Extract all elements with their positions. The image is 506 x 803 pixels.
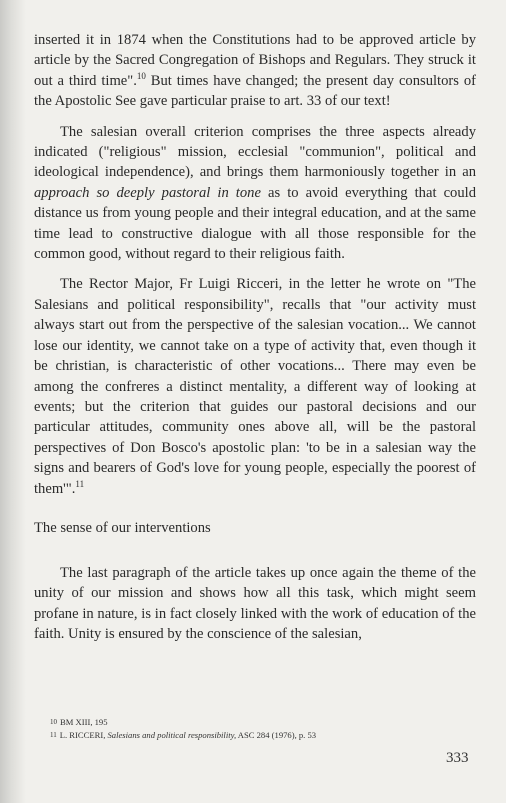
paragraph-2-text-end: as to avoid everything that could distance us from young people and their integral education, and at the same time lead to constructive dialogue with all those responsible for the common good, without regard to their religious faith. [34, 184, 476, 263]
paragraph-1-text: inserted it in 1874 when the Constitutions had to be approved article by article by the Sacred Congregation of Bishops and Regulars. They struck it out a third time". [34, 32, 476, 89]
paragraph-3-text: The Rector Major, Fr Luigi Ricceri, in the letter he wrote on "The Salesians and political responsibility", recalls that "our activity must always start out from the perspective of the salesian vocation... We cannot lose our identity, we cannot take on a type of activity that, even though it be christian, is characteristic of other vocations... There may even be among the confreres a distinct mentality, a different way of looking at events; but the criterion that guides our pastoral decisions and our particular attitudes, community ones above all, will be the pastoral perspectives of Don Bosco's apostolic plan: 'to be in a salesian way the signs and bearers of God's love for young people, especially the poorest of them'". [34, 276, 476, 497]
section-heading: The sense of our interventions [34, 520, 211, 536]
main-text [34, 30, 476, 499]
footnote-11-title: Salesians and political responsibility, [107, 730, 237, 740]
footnote-11 [50, 729, 470, 742]
footnote-10-text: BM XIII, 195 [60, 717, 108, 727]
page-number: 333 [446, 750, 469, 766]
binding-shadow [0, 0, 26, 803]
paragraph-3 [34, 274, 476, 498]
paragraph-1-text-end: But times have changed; the present day consultors of the Apostolic See gave particular praise to art. 33 of our text! [34, 72, 476, 110]
footnotes [50, 716, 470, 742]
footnote-ref-10: 10 [136, 70, 146, 81]
footnote-11-source: ASC 284 (1976), p. 53 [236, 730, 317, 740]
paragraph-2 [34, 122, 476, 265]
footnote-10-mark: 10 [50, 718, 57, 726]
footnote-10 [50, 716, 470, 729]
paragraph-2-emphasis: approach so deeply pastoral in tone [34, 184, 261, 201]
footnote-ref-11: 11 [75, 478, 85, 489]
paragraph-4: The last paragraph of the article takes up once again the theme of the unity of our mission and shows how all this task, which might seem profane in nature, is in fact closely linked with the work of education of the faith. Unity is ensured by the conscience of the salesian, [34, 565, 476, 643]
footnote-11-text: L. RICCERI, [59, 730, 108, 740]
footnote-11-mark: 11 [50, 731, 57, 739]
paragraph-1 [34, 30, 476, 112]
main-text-bottom [34, 563, 476, 645]
paragraph-2-text: The salesian overall criterion comprises the three aspects already indicated ("religious" mission, ecclesial "communion", political and ideological independence), and brings them harmoniously together in an [34, 123, 476, 181]
